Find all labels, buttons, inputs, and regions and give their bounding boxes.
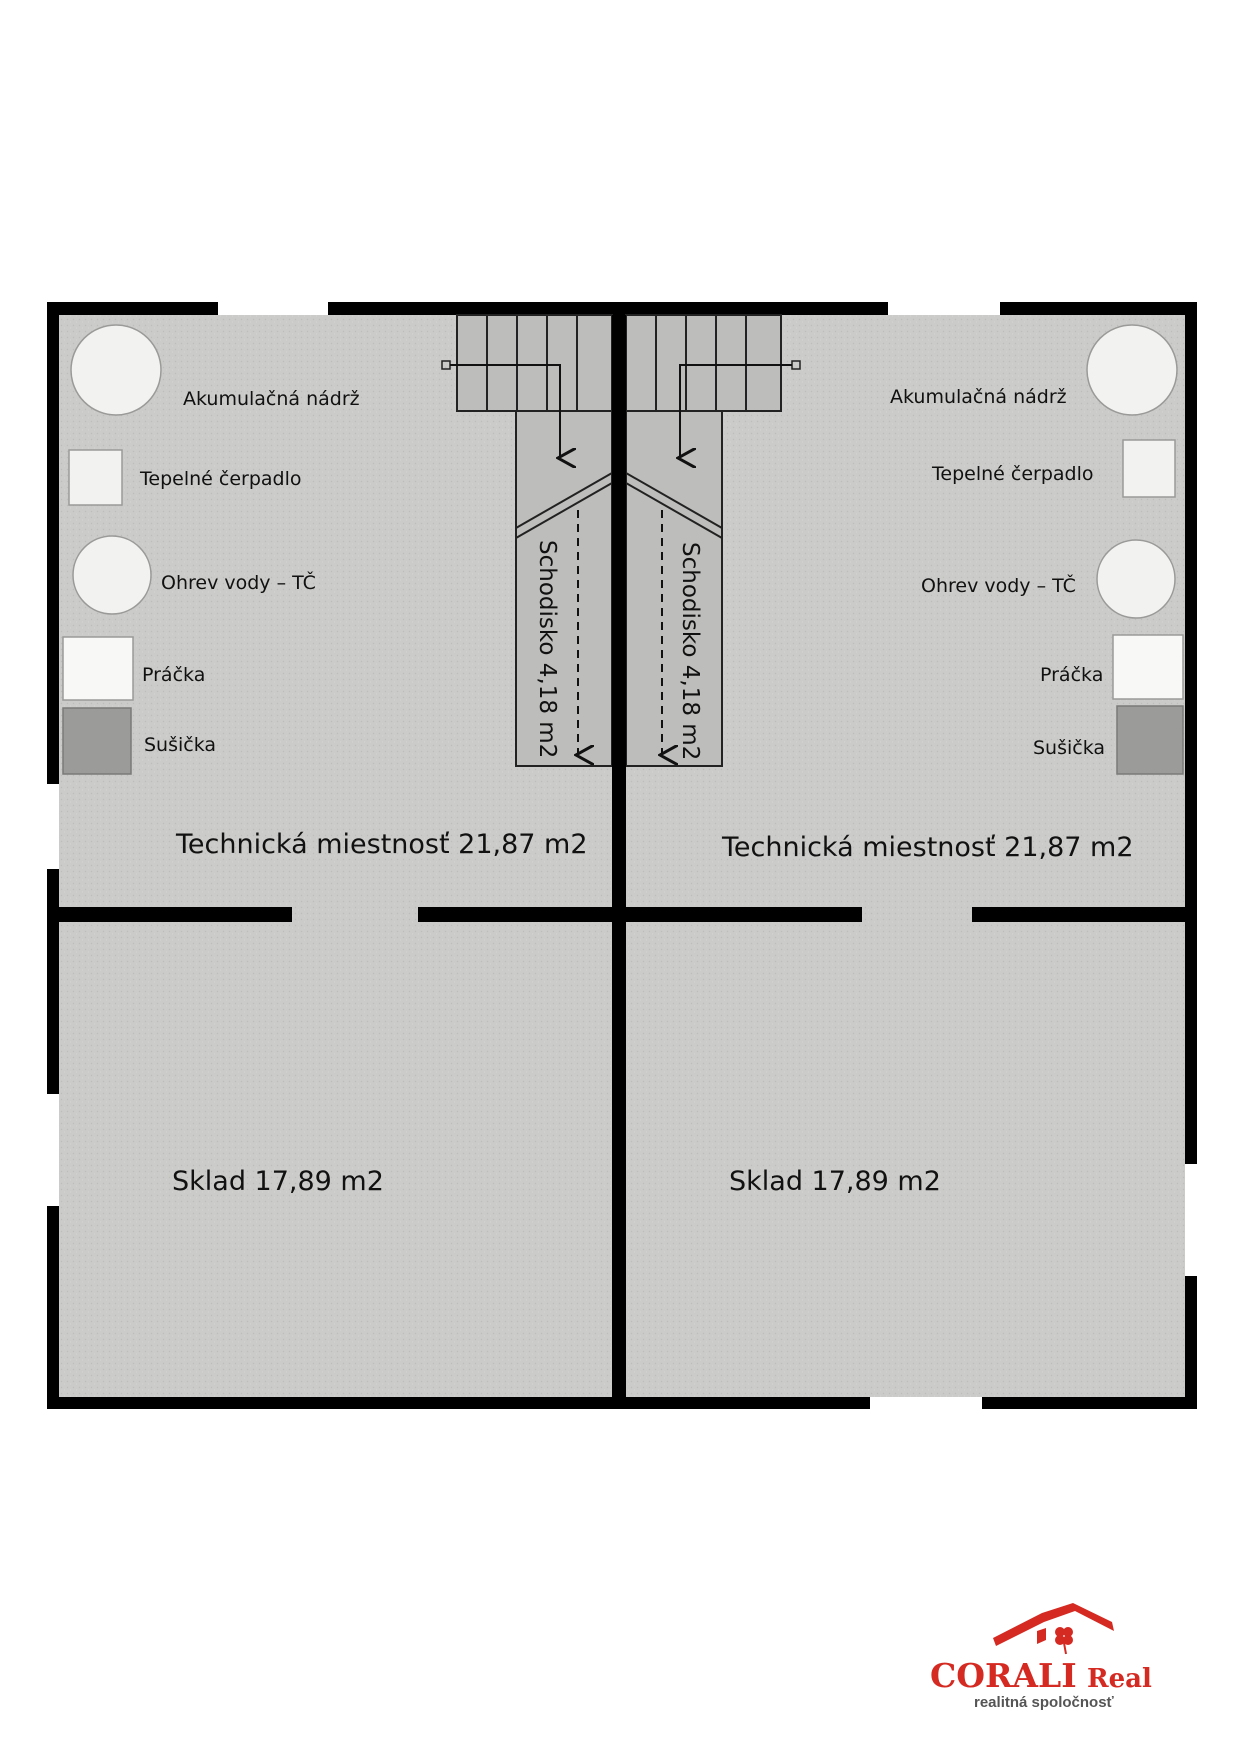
window-top-right (888, 302, 1000, 315)
left-tech-room-label: Technická miestnosť 21,87 m2 (176, 829, 588, 860)
left-dryer-icon (63, 708, 131, 774)
left-washer-icon (63, 637, 133, 700)
left-heat-pump-icon (69, 450, 122, 505)
window-top-left (218, 302, 328, 315)
partition-wall-left-b (418, 907, 612, 922)
partition-wall-left-a (59, 907, 292, 922)
door-left (292, 907, 418, 922)
left-heat-pump-label: Tepelné čerpadlo (140, 468, 302, 490)
right-storage-room (626, 922, 1185, 1397)
right-tech-room-label: Technická miestnosť 21,87 m2 (722, 832, 1134, 863)
right-storage-label: Sklad 17,89 m2 (729, 1166, 941, 1197)
right-dryer-label: Sušička (1033, 737, 1106, 759)
clover-icon (1055, 1627, 1073, 1654)
left-storage-room (59, 922, 612, 1397)
left-storage-label: Sklad 17,89 m2 (172, 1166, 384, 1197)
left-stair-label: Schodisko 4,18 m2 (534, 540, 560, 759)
logo-tagline: realitná spoločnosť (974, 1694, 1114, 1711)
left-water-heater-label: Ohrev vody – TČ (161, 572, 316, 594)
right-tank-icon (1087, 325, 1177, 415)
right-heat-pump-icon (1123, 440, 1175, 497)
corali-logo (930, 1603, 1152, 1711)
right-washer-label: Práčka (1040, 664, 1104, 686)
chimney-icon (1037, 1628, 1046, 1644)
left-tank-label: Akumulačná nádrž (183, 388, 360, 410)
door-right (862, 907, 972, 922)
window-left-upper (47, 784, 59, 869)
partition-wall-right-a (626, 907, 862, 922)
right-heat-pump-label: Tepelné čerpadlo (932, 463, 1094, 485)
logo-brand: CORALI (930, 1656, 1077, 1695)
logo-brand-suffix: Real (1087, 1664, 1152, 1694)
right-washer-icon (1113, 635, 1183, 699)
window-bottom-right (870, 1397, 982, 1409)
window-left-lower (47, 1094, 59, 1206)
window-right-lower (1185, 1164, 1197, 1276)
left-water-heater-icon (73, 536, 151, 614)
right-stair-label: Schodisko 4,18 m2 (677, 542, 703, 761)
left-dryer-label: Sušička (144, 734, 217, 756)
right-dryer-icon (1117, 706, 1183, 774)
left-tank-icon (71, 325, 161, 415)
right-water-heater-icon (1097, 540, 1175, 618)
center-wall (612, 315, 626, 1397)
partition-wall-right-b (972, 907, 1185, 922)
roof-icon (993, 1603, 1114, 1646)
left-washer-label: Práčka (142, 664, 206, 686)
right-water-heater-label: Ohrev vody – TČ (921, 575, 1076, 597)
right-tank-label: Akumulačná nádrž (890, 386, 1067, 408)
